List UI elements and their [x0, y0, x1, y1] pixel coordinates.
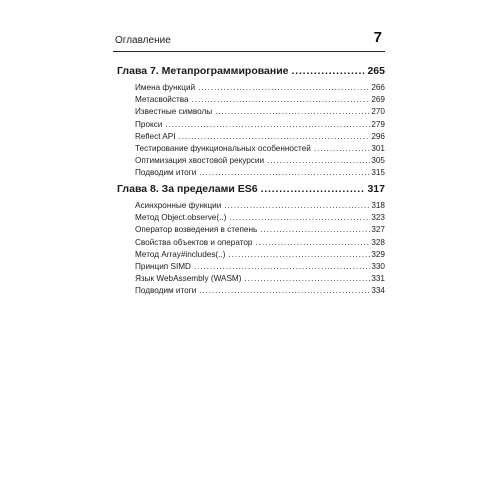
toc-entry — [135, 212, 385, 224]
dot-leader — [314, 143, 371, 155]
entry-page: 331 — [371, 274, 385, 284]
dot-leader — [260, 224, 370, 236]
chapter-title: Глава 7. Метапрограммирование — [117, 65, 289, 77]
entry-title: Метасвойства — [135, 95, 189, 105]
chapter-page: 265 — [367, 65, 385, 77]
entry-title: Известные символы — [135, 107, 213, 117]
page-number: 7 — [373, 29, 382, 46]
entry-title: Подводим итоги — [135, 286, 197, 296]
toc-entry — [135, 94, 385, 106]
entry-page: 318 — [371, 201, 385, 210]
entry-page: 279 — [371, 119, 385, 129]
dot-leader — [165, 119, 370, 131]
dot-leader — [229, 212, 370, 224]
entry-page: 329 — [371, 249, 385, 259]
dot-leader — [255, 237, 370, 249]
chapter-heading — [117, 181, 385, 197]
toc-entry — [135, 143, 385, 155]
chapter-heading — [117, 63, 385, 79]
dot-leader — [228, 249, 370, 261]
entry-page: 270 — [371, 107, 385, 117]
running-header — [113, 29, 385, 52]
entry-title: Асинхронные функции — [135, 201, 222, 210]
entry-page: 323 — [371, 213, 385, 223]
entry-page: 330 — [371, 261, 385, 271]
chapter-page: 317 — [367, 183, 385, 195]
running-header-title: Оглавление — [115, 35, 171, 46]
entry-title: Имена функций — [135, 83, 196, 92]
entry-title: Метод Array#includes(..) — [135, 249, 226, 259]
entry-title: Оператор возведения в степень — [135, 225, 258, 235]
dot-leader — [179, 131, 371, 143]
toc-entry — [135, 106, 385, 118]
dot-leader — [192, 94, 371, 106]
toc-chapter — [117, 63, 385, 180]
toc-entry — [135, 285, 385, 297]
dot-leader — [215, 106, 370, 118]
entry-page: 315 — [371, 168, 385, 178]
entry-page: 296 — [371, 131, 385, 141]
entry-page: 269 — [371, 95, 385, 105]
toc-entry — [135, 249, 385, 261]
entry-title: Оптимизация хвостовой рекурсии — [135, 156, 265, 166]
toc-entry — [135, 200, 385, 212]
entry-title: Подводим итоги — [135, 168, 197, 178]
toc-entry — [135, 224, 385, 236]
toc-entry — [135, 273, 385, 285]
entry-title: Метод Object.observe(..) — [135, 213, 227, 223]
dot-leader — [199, 167, 370, 179]
entry-title: Свойства объектов и оператор — [135, 237, 253, 247]
entry-title: Тестирование функциональных особенностей — [135, 143, 311, 153]
dot-leader — [198, 82, 370, 94]
toc-entry — [135, 237, 385, 249]
dot-leader — [199, 285, 370, 297]
toc-chapter — [117, 181, 385, 298]
entry-page: 266 — [371, 83, 385, 92]
toc-entry — [135, 82, 385, 94]
dot-leader — [267, 155, 370, 167]
toc-entry — [135, 167, 385, 179]
entry-page: 327 — [371, 225, 385, 235]
entry-page: 328 — [371, 237, 385, 247]
entry-title: Прокси — [135, 119, 163, 129]
chapter-title: Глава 8. За пределами ES6 — [117, 183, 258, 195]
entry-title: Reflect API — [135, 131, 176, 141]
toc-entry — [135, 261, 385, 273]
entry-title: Язык WebAssembly (WASM) — [135, 274, 242, 284]
entry-page: 305 — [371, 156, 385, 166]
dot-leader — [244, 273, 370, 285]
section-list — [117, 200, 385, 298]
dot-leader — [292, 63, 365, 79]
entry-page: 301 — [371, 143, 385, 153]
dot-leader — [194, 261, 370, 273]
entry-title: Принцип SIMD — [135, 261, 191, 271]
toc-entry — [135, 155, 385, 167]
toc-entry — [135, 119, 385, 131]
dot-leader — [224, 200, 370, 212]
dot-leader — [261, 181, 365, 197]
toc-entry — [135, 131, 385, 143]
section-list — [117, 82, 385, 180]
entry-page: 334 — [371, 286, 385, 296]
